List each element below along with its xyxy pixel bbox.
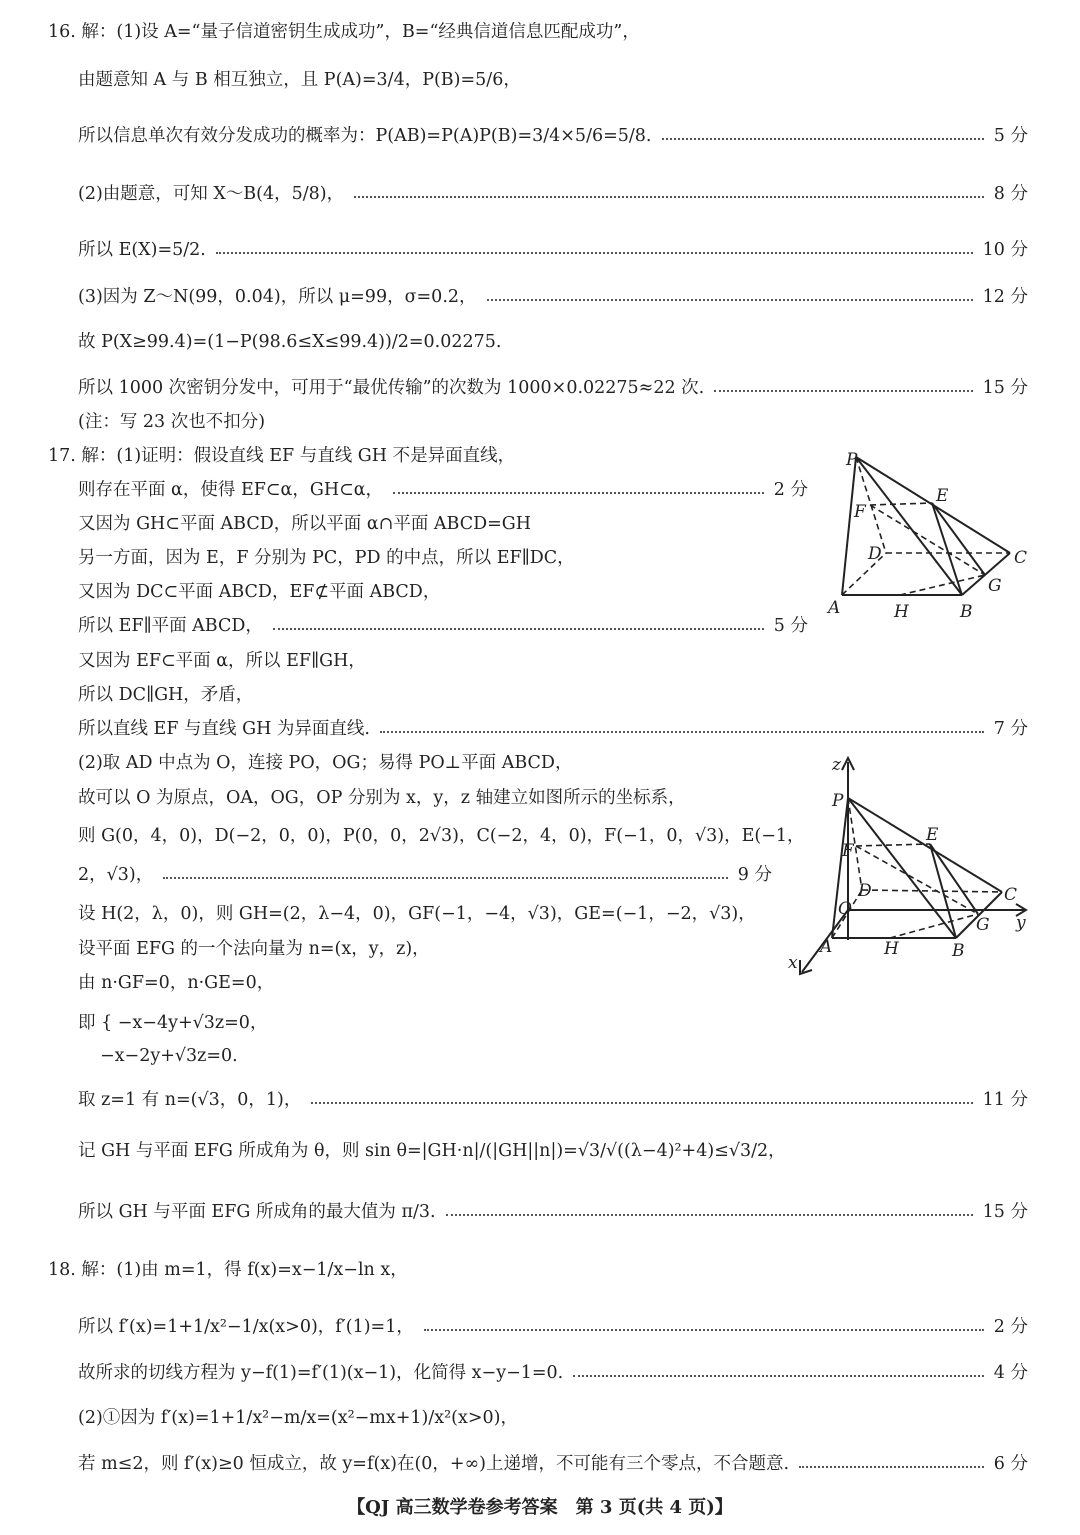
line-text: 故所求的切线方程为 y−f(1)=f′(1)(x−1)，化简得 x−y−1=0.: [78, 1363, 564, 1383]
pyramid-figure-2: [780, 750, 1040, 980]
line-text: 设 H(2，λ，0)，则 GH=(2，λ−4，0)，GF(−1，−4，√3)，GE=(−1，−2，√3)，: [78, 904, 756, 924]
line-text: 记 GH 与平面 EFG 所成角为 θ，则 sin θ=|GH·n|/(|GH||n|)=√3/√((λ−4)²+4)≤√3/2，: [78, 1141, 786, 1161]
dot-leader: [311, 1102, 973, 1104]
score-mark: 9 分: [737, 865, 772, 885]
line-text: 所以 E(X)=5/2.: [78, 240, 206, 260]
label-B: B: [952, 941, 965, 961]
line-text: 故 P(X≥99.4)=(1−P(98.6≤X≤99.4))/2=0.02275.: [78, 332, 502, 352]
line-text: 若 m≤2，则 f′(x)≥0 恒成立，故 y=f(x)在(0，+∞)上递增，不可能有三个零点，不合题意.: [78, 1454, 790, 1474]
label-x: x: [788, 953, 798, 973]
label-P: P: [832, 791, 844, 811]
line-text: 故可以 O 为原点，OA，OG，OP 分别为 x，y，z 轴建立如图所示的坐标系，: [78, 788, 686, 808]
label-B: B: [960, 602, 973, 622]
line-text: 17. 解：(1)证明：假设直线 EF 与直线 GH 不是异面直线，: [48, 446, 516, 466]
label-F: F: [854, 502, 866, 522]
dot-leader: [662, 138, 984, 140]
label-C: C: [1004, 885, 1018, 905]
dot-leader: [446, 1214, 973, 1216]
label-y: y: [1016, 913, 1026, 933]
label-F: F: [842, 841, 854, 861]
line-text: 又因为 DC⊂平面 ABCD，EF⊄平面 ABCD，: [78, 582, 441, 602]
score-mark: 15 分: [982, 378, 1028, 398]
label-C: C: [1014, 548, 1028, 568]
label-D: D: [868, 544, 882, 564]
line-text: (2)①因为 f′(x)=1+1/x²−m/x=(x²−mx+1)/x²(x>0)，: [78, 1408, 518, 1428]
line-text: 又因为 EF⊂平面 α，所以 EF∥GH，: [78, 651, 366, 671]
line-text: 由 n·GF=0，n·GE=0，: [78, 973, 275, 993]
line-text: 所以 EF∥平面 ABCD，: [78, 616, 263, 636]
line-text: 另一方面，因为 E，F 分别为 PC，PD 的中点，所以 EF∥DC，: [78, 548, 575, 568]
score-mark: 11 分: [982, 1090, 1028, 1110]
label-A: A: [820, 937, 833, 957]
score-mark: 4 分: [993, 1363, 1028, 1383]
score-mark: 12 分: [982, 287, 1028, 307]
line-text: (2)取 AD 中点为 O，连接 PO，OG；易得 PO⊥平面 ABCD，: [78, 753, 573, 773]
line-text: 16. 解：(1)设 A=“量子信道密钥生成成功”，B=“经典信道信息匹配成功”，: [48, 22, 640, 42]
dot-leader: [799, 1466, 984, 1468]
dot-leader: [714, 390, 973, 392]
label-G: G: [988, 576, 1002, 596]
line-text: (2)由题意，可知 X～B(4，5/8)，: [78, 184, 345, 204]
line-text: 2，√3)，: [78, 865, 154, 885]
line-text: −x−2y+√3z=0.: [100, 1046, 238, 1066]
line-text: 则 G(0，4，0)，D(−2，0，0)，P(0，0，2√3)，C(−2，4，0)，F(−1，0，√3)，E(−1，: [78, 826, 805, 846]
pyramid-figure-1: [820, 445, 1040, 625]
label-E: E: [926, 825, 939, 845]
label-P: P: [846, 450, 858, 470]
label-O: O: [838, 899, 852, 919]
score-mark: 10 分: [982, 240, 1028, 260]
label-D: D: [858, 881, 872, 901]
dot-leader: [354, 196, 984, 198]
line-text: 由题意知 A 与 B 相互独立，且 P(A)=3/4，P(B)=5/6，: [78, 70, 521, 90]
label-H: H: [894, 602, 909, 622]
line-text: 18. 解：(1)由 m=1，得 f(x)=x−1/x−ln x，: [48, 1260, 408, 1280]
score-mark: 5 分: [993, 126, 1028, 146]
line-text: 所以直线 EF 与直线 GH 为异面直线.: [78, 719, 370, 739]
label-H: H: [884, 939, 899, 959]
label-A: A: [828, 598, 841, 618]
line-text: 设平面 EFG 的一个法向量为 n=(x，y，z)，: [78, 939, 430, 959]
dot-leader: [487, 299, 973, 301]
line-text: (注：写 23 次也不扣分): [78, 412, 266, 432]
score-mark: 2 分: [993, 1317, 1028, 1337]
dot-leader: [393, 492, 764, 494]
dot-leader: [273, 628, 764, 630]
dot-leader: [424, 1329, 984, 1331]
line-text: 则存在平面 α，使得 EF⊂α，GH⊂α，: [78, 480, 384, 500]
label-G: G: [976, 915, 990, 935]
line-text: 取 z=1 有 n=(√3，0，1)，: [78, 1090, 302, 1110]
line-text: 即 { −x−4y+√3z=0，: [78, 1013, 268, 1033]
score-mark: 7 分: [993, 719, 1028, 739]
score-mark: 15 分: [982, 1202, 1028, 1222]
dot-leader: [380, 731, 984, 733]
label-z: z: [832, 755, 841, 775]
line-text: 所以 1000 次密钥分发中，可用于“最优传输”的次数为 1000×0.02275≈22 次.: [78, 378, 705, 398]
label-E: E: [936, 486, 949, 506]
line-text: 所以信息单次有效分发成功的概率为：P(AB)=P(A)P(B)=3/4×5/6=5/8.: [78, 126, 652, 146]
dot-leader: [216, 252, 973, 254]
score-mark: 5 分: [773, 616, 808, 636]
line-text: 所以 DC∥GH，矛盾，: [78, 685, 254, 705]
line-text: 又因为 GH⊂平面 ABCD，所以平面 α∩平面 ABCD=GH: [78, 514, 532, 534]
score-mark: 8 分: [993, 184, 1028, 204]
dot-leader: [573, 1375, 984, 1377]
page-footer: 【QJ 高三数学卷参考答案 第 3 页(共 4 页)】: [347, 1497, 733, 1518]
score-mark: 6 分: [993, 1454, 1028, 1474]
line-text: (3)因为 Z～N(99，0.04)，所以 μ=99，σ=0.2，: [78, 287, 477, 307]
line-text: 所以 GH 与平面 EFG 所成角的最大值为 π/3.: [78, 1202, 436, 1222]
line-text: 所以 f′(x)=1+1/x²−1/x(x>0)，f′(1)=1，: [78, 1317, 414, 1337]
score-mark: 2 分: [773, 480, 808, 500]
dot-leader: [163, 877, 728, 879]
